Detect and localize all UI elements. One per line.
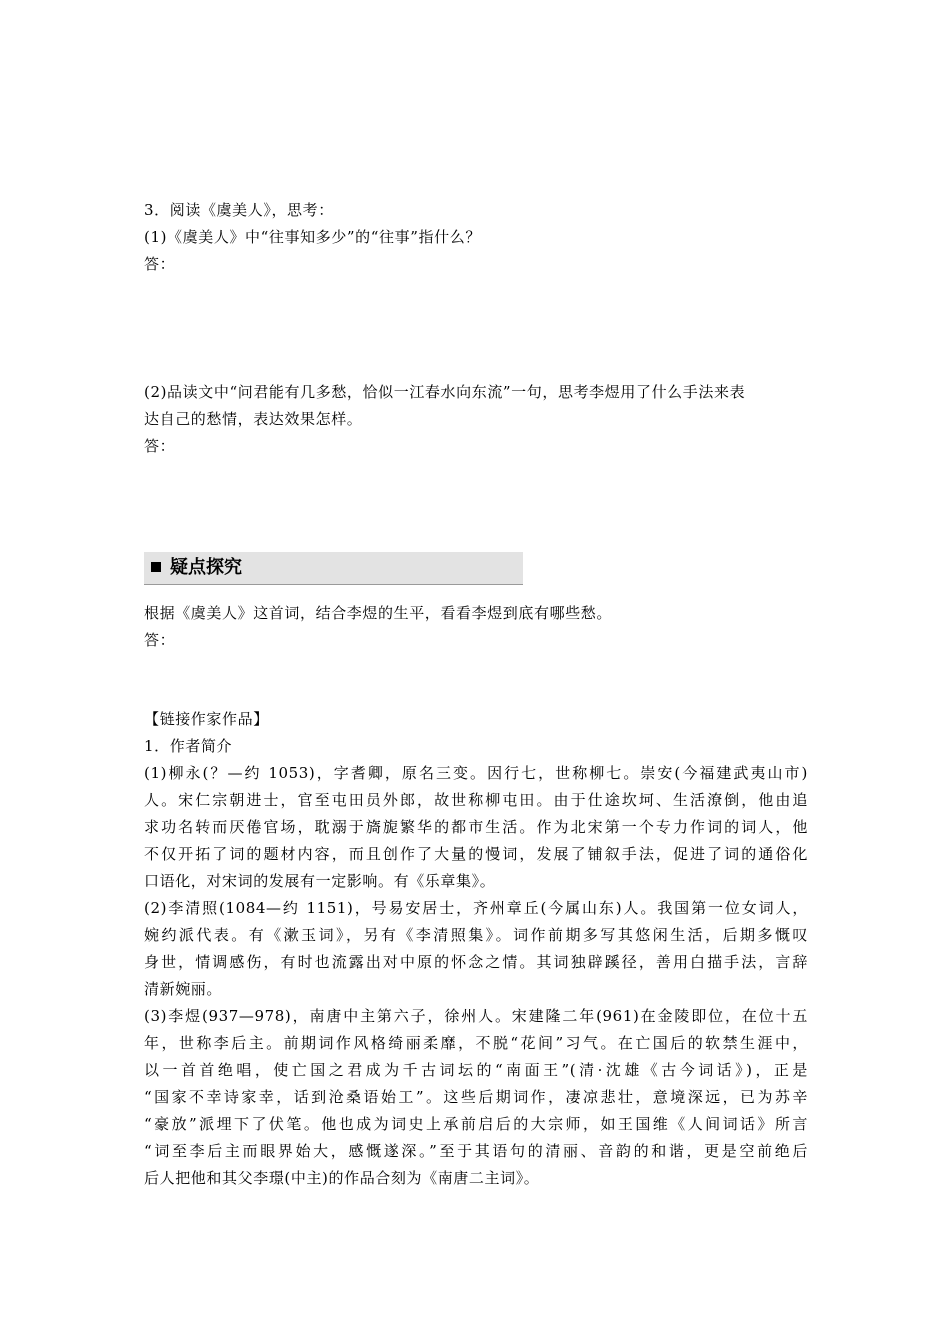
- section-question: 根据《虞美人》这首词，结合李煜的生平，看看李煜到底有哪些愁。: [144, 604, 613, 622]
- bio-line: 身世，情调感伤，有时也流露出对中原的怀念之情。其词独辟蹊径，善用白描手法，言辞: [144, 953, 808, 971]
- section-header: [144, 552, 523, 585]
- link-subheading: 1．作者简介: [144, 737, 233, 755]
- square-bullet-icon: [151, 562, 161, 572]
- section-answer-label: 答：: [144, 631, 176, 649]
- bio-line: (2)李清照(1084—约 1151)，号易安居士，齐州章丘(今属山东)人。我国第一位女词人，: [144, 899, 808, 917]
- bio-line: 不仅开拓了词的题材内容，而且创作了大量的慢词，发展了铺叙手法，促进了词的通俗化: [144, 845, 808, 863]
- bio-line: 口语化，对宋词的发展有一定影响。有《乐章集》。: [144, 872, 496, 890]
- bio-line: 人。宋仁宗朝进士，官至屯田员外郎，故世称柳屯田。由于仕途坎坷、生活潦倒，他由追: [144, 791, 808, 809]
- bio-line: 清新婉丽。: [144, 980, 223, 998]
- bio-line: 后人把他和其父李璟(中主)的作品合刻为《南唐二主词》。: [144, 1169, 540, 1187]
- question-3-sub-2-line-1: (2)品读文中“问君能有几多愁，恰似一江春水向东流”一句，思考李煜用了什么手法来表: [144, 383, 746, 401]
- bio-line: 婉约派代表。有《漱玉词》，另有《李清照集》。词作前期多写其悠闲生活，后期多慨叹: [144, 926, 808, 944]
- bio-line: “词至李后主而眼界始大，感慨遂深。”至于其语句的清丽、音韵的和谐，更是空前绝后: [144, 1142, 808, 1160]
- bio-line: 以一首首绝唱，使亡国之君成为千古词坛的“南面王”(清·沈雄《古今词话》)，正是: [144, 1061, 808, 1079]
- bio-line: “豪放”派埋下了伏笔。他也成为词史上承前启后的大宗师，如王国维《人间词话》所言: [144, 1115, 808, 1133]
- section-title: 疑点探究: [170, 557, 242, 578]
- bio-line: “国家不幸诗家幸，话到沧桑语始工”。这些后期词作，凄凉悲壮，意境深远，已为苏辛: [144, 1088, 808, 1106]
- bio-line: 求功名转而厌倦官场，耽溺于旖旎繁华的都市生活。作为北宋第一个专力作词的词人，他: [144, 818, 808, 836]
- question-3-sub-2-line-2: 达自己的愁情，表达效果怎样。: [144, 410, 363, 428]
- question-3-heading: 3．阅读《虞美人》，思考：: [144, 201, 334, 219]
- bio-line: 年，世称李后主。前期词作风格绮丽柔靡，不脱“花间”习气。在亡国后的软禁生涯中，: [144, 1034, 808, 1052]
- question-3-sub-1: (1)《虞美人》中“往事知多少”的“往事”指什么？: [144, 228, 481, 246]
- bio-line: (3)李煜(937—978)，南唐中主第六子，徐州人。宋建隆二年(961)在金陵即位，在位十五: [144, 1007, 808, 1025]
- bio-line: (1)柳永(？—约 1053)，字耆卿，原名三变。因行七，世称柳七。崇安(今福建武夷山市): [144, 764, 808, 782]
- answer-label-1: 答：: [144, 255, 176, 273]
- answer-label-2: 答：: [144, 437, 176, 455]
- link-heading: 【链接作家作品】: [144, 710, 269, 728]
